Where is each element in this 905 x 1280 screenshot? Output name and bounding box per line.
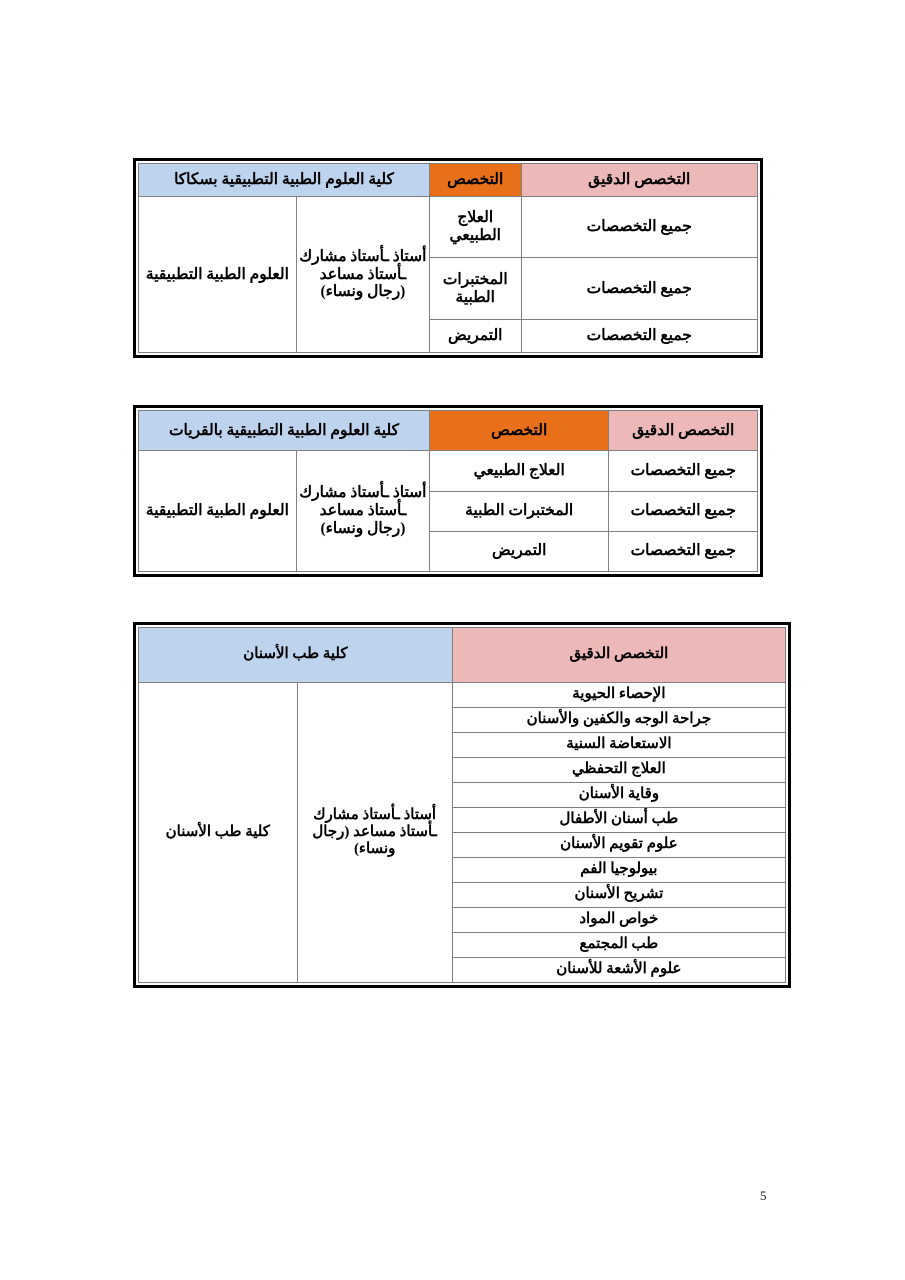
header-specialization: التخصص xyxy=(429,411,609,451)
cell-precise-specialization: وقاية الأسنان xyxy=(452,783,785,808)
cell-precise-specialization: جميع التخصصات xyxy=(521,258,757,319)
cell-department: العلوم الطبية التطبيقية xyxy=(139,451,297,572)
cell-precise-specialization: بيولوجيا الفم xyxy=(452,858,785,883)
header-college: كلية العلوم الطبية التطبيقية بسكاكا xyxy=(139,164,430,197)
cell-precise-specialization: جميع التخصصات xyxy=(609,491,758,531)
cell-department: كلية طب الأسنان xyxy=(139,683,298,983)
header-college: كلية العلوم الطبية التطبيقية بالقريات xyxy=(139,411,430,451)
cell-department: العلوم الطبية التطبيقية xyxy=(139,197,297,353)
header-college: كلية طب الأسنان xyxy=(139,628,453,683)
table-grid xyxy=(138,410,758,572)
table-grid xyxy=(138,627,786,983)
cell-specialization: المختبرات الطبية xyxy=(429,258,521,319)
cell-precise-specialization: جراحة الوجه والكفين والأسنان xyxy=(452,708,785,733)
header-specialization: التخصص xyxy=(429,164,521,197)
table-grid xyxy=(138,163,758,353)
cell-precise-specialization: جميع التخصصات xyxy=(609,531,758,571)
table-row xyxy=(139,197,758,258)
header-precise-specialization: التخصص الدقيق xyxy=(452,628,785,683)
cell-specialization: العلاج الطبيعي xyxy=(429,451,609,491)
header-precise-specialization: التخصص الدقيق xyxy=(521,164,757,197)
cell-academic-rank: أستاذ ـأستاذ مشارك ـأستاذ مساعد (رجال ونساء) xyxy=(296,451,429,572)
cell-academic-rank: أستاذ ـأستاذ مشارك ـأستاذ مساعد (رجال ونساء) xyxy=(296,197,429,353)
cell-precise-specialization: طب المجتمع xyxy=(452,933,785,958)
cell-precise-specialization: جميع التخصصات xyxy=(609,451,758,491)
table-applied-medical-sciences-qurayyat xyxy=(133,405,763,577)
cell-specialization: التمريض xyxy=(429,531,609,571)
table-college-of-dentistry xyxy=(133,622,791,988)
cell-precise-specialization: العلاج التحفظي xyxy=(452,758,785,783)
cell-academic-rank: أستاذ ـأستاذ مشارك ـأستاذ مساعد (رجال ونساء) xyxy=(297,683,452,983)
cell-precise-specialization: الإحصاء الحيوية xyxy=(452,683,785,708)
cell-specialization: المختبرات الطبية xyxy=(429,491,609,531)
table-header-row xyxy=(139,628,786,683)
cell-specialization: العلاج الطبيعي xyxy=(429,197,521,258)
table-row xyxy=(139,451,758,491)
cell-precise-specialization: جميع التخصصات xyxy=(521,197,757,258)
page-number: 5 xyxy=(760,1188,767,1203)
cell-precise-specialization: علوم تقويم الأسنان xyxy=(452,833,785,858)
table-header-row xyxy=(139,164,758,197)
cell-precise-specialization: خواص المواد xyxy=(452,908,785,933)
header-precise-specialization: التخصص الدقيق xyxy=(609,411,758,451)
cell-precise-specialization: الاستعاضة السنية xyxy=(452,733,785,758)
cell-precise-specialization: تشريح الأسنان xyxy=(452,883,785,908)
cell-precise-specialization: علوم الأشعة للأسنان xyxy=(452,958,785,983)
cell-specialization: التمريض xyxy=(429,319,521,352)
table-header-row xyxy=(139,411,758,451)
cell-precise-specialization: طب أسنان الأطفال xyxy=(452,808,785,833)
table-row xyxy=(139,683,786,708)
table-applied-medical-sciences-sakaka xyxy=(133,158,763,358)
cell-precise-specialization: جميع التخصصات xyxy=(521,319,757,352)
